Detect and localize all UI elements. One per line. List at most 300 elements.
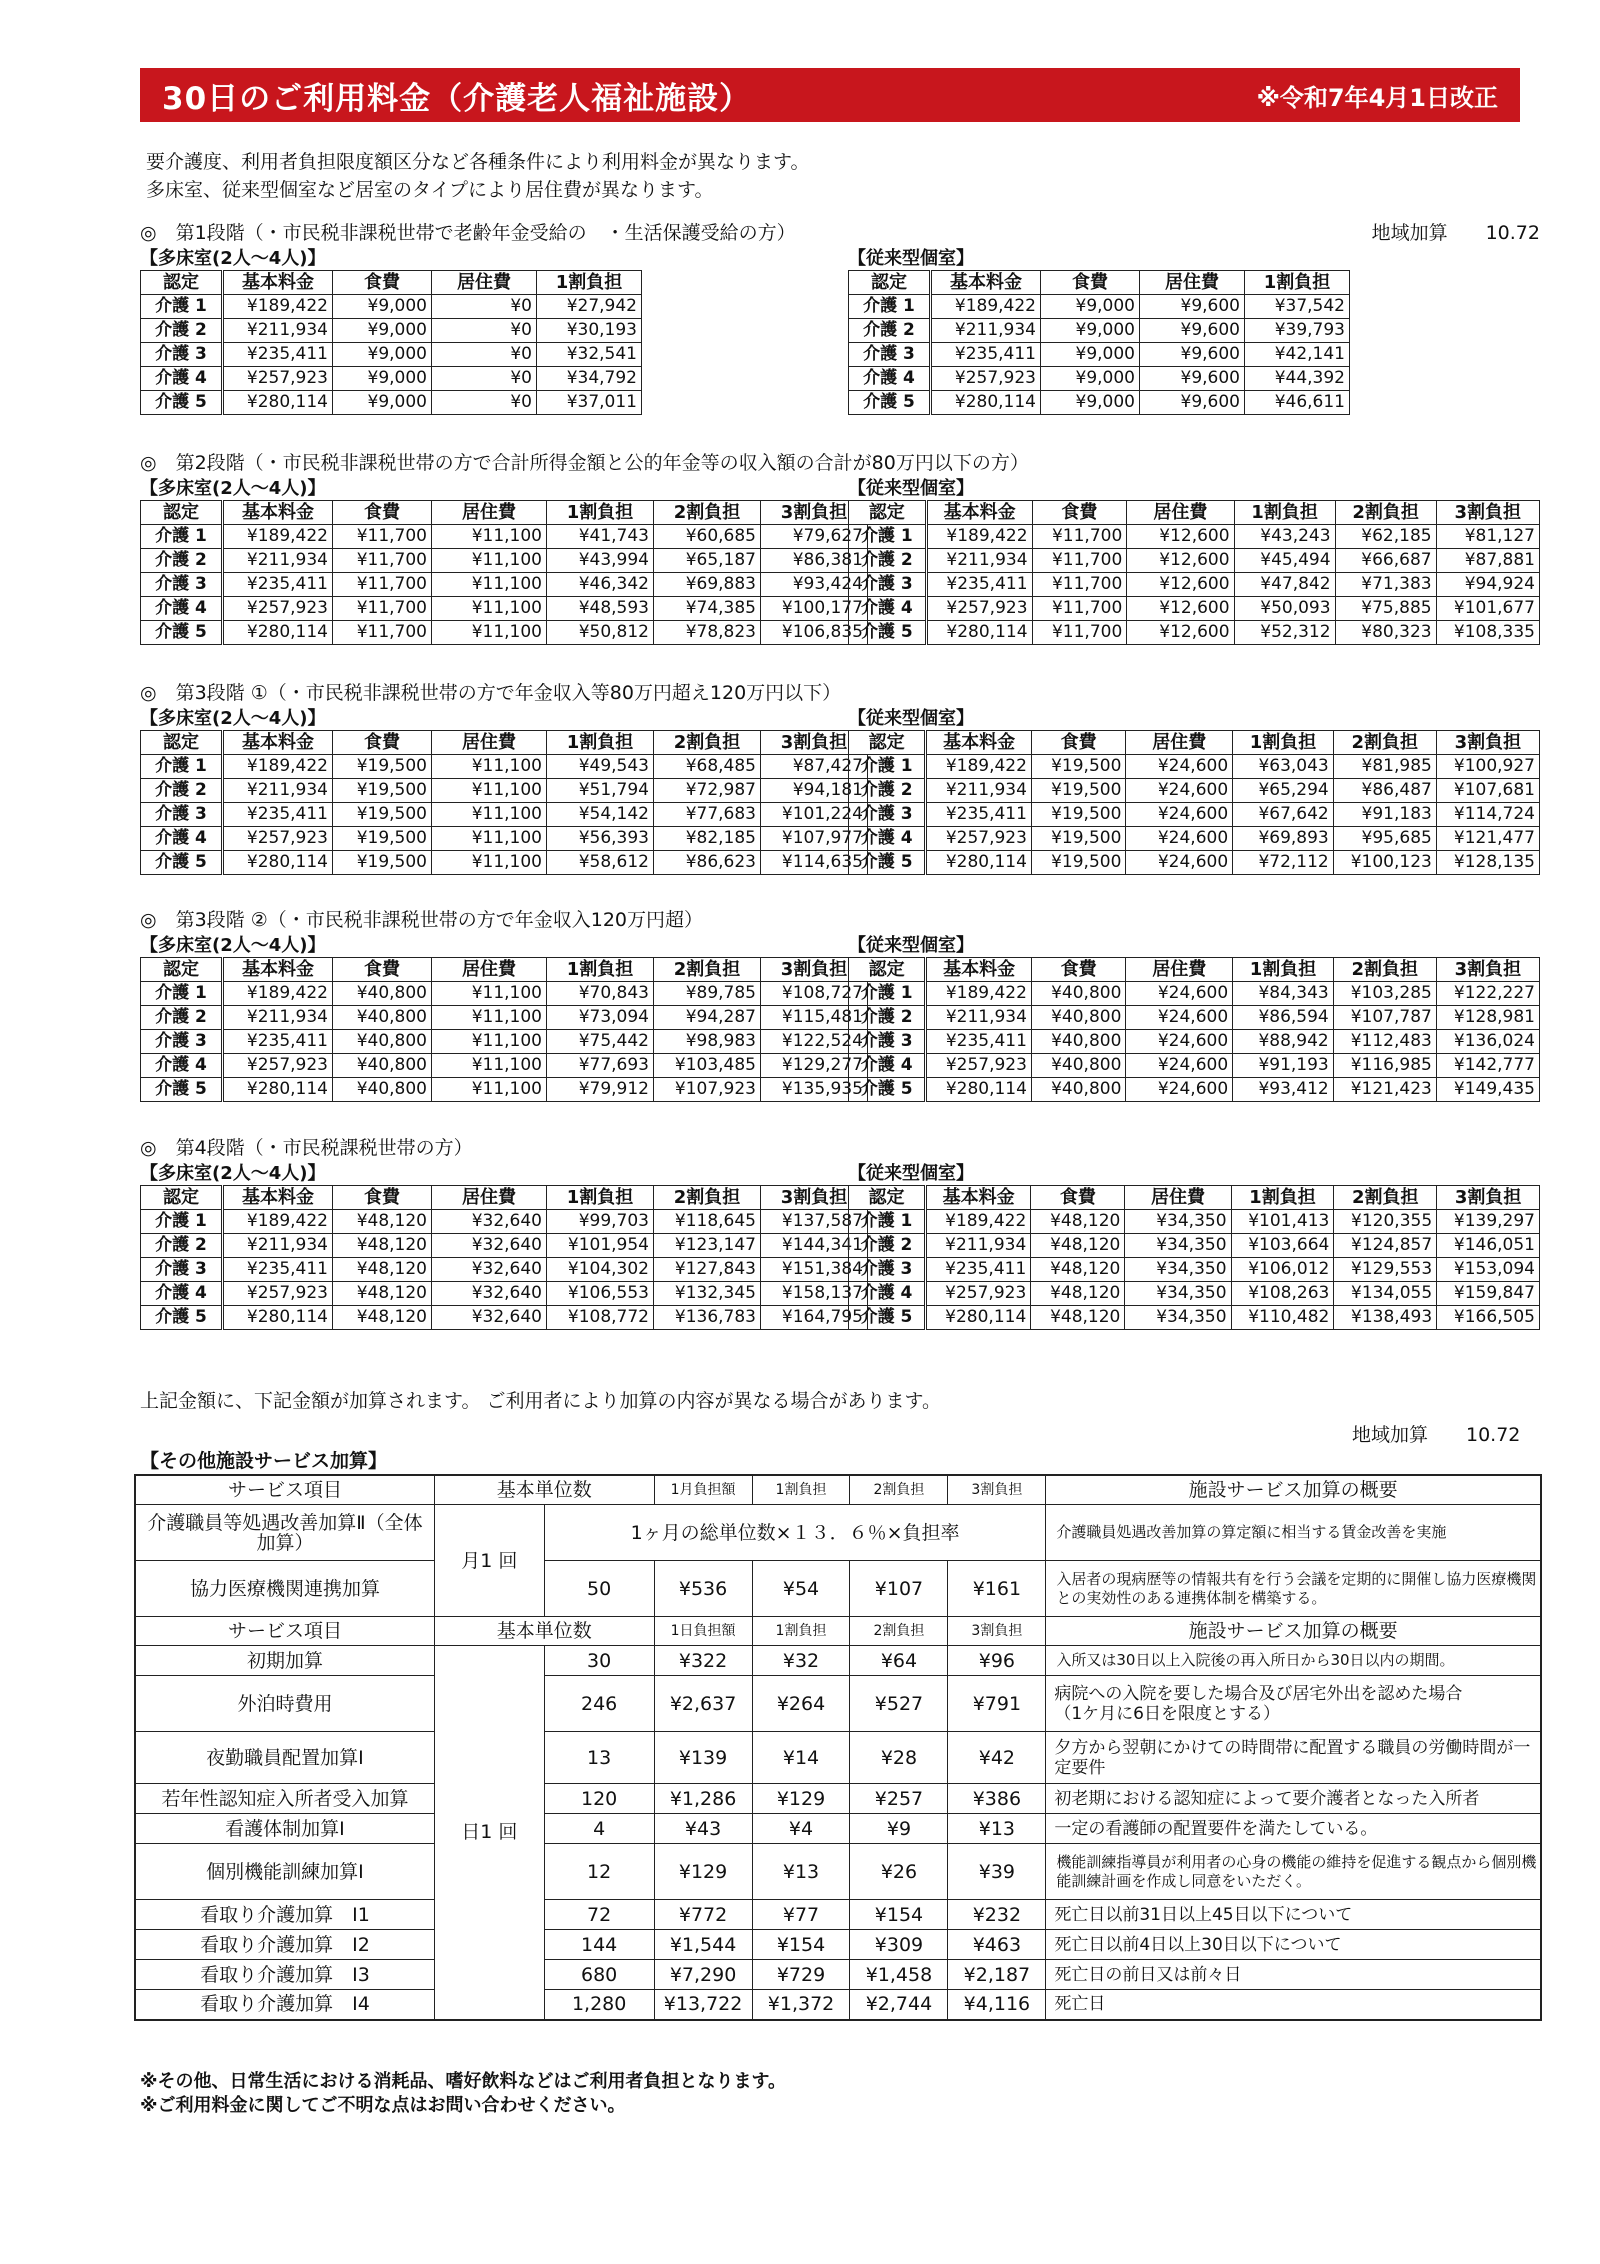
- fee-column-header: 居住費: [1125, 1186, 1231, 1210]
- shared-room-group: [140, 708, 868, 875]
- fee-column-header: 認定: [141, 501, 223, 525]
- care-level: 介護 1: [849, 755, 926, 779]
- copay-2: ¥62,185: [1335, 525, 1436, 549]
- fee-column-header: 居住費: [1127, 501, 1234, 525]
- copay-3: ¥94,924: [1436, 573, 1539, 597]
- food-fee: ¥19,500: [1031, 827, 1125, 851]
- fee-row: [849, 319, 1350, 343]
- copay-2: ¥69,883: [654, 573, 761, 597]
- care-level: 介護 2: [141, 319, 223, 343]
- copay-3: ¥100,927: [1436, 755, 1539, 779]
- base-fee: ¥189,422: [223, 1210, 333, 1234]
- copay-3: ¥144,341: [761, 1234, 868, 1258]
- unit-header: 基本単位数: [434, 1475, 654, 1505]
- copay-2: ¥94,287: [654, 1006, 761, 1030]
- unit-count: 30: [544, 1646, 654, 1676]
- care-level: 介護 1: [141, 1210, 223, 1234]
- copay-1: ¥69,893: [1233, 827, 1334, 851]
- copay-1: ¥45,494: [1234, 549, 1335, 573]
- copay-1: ¥43,243: [1234, 525, 1335, 549]
- fee-column-header: 基本料金: [926, 958, 1032, 982]
- copay-1: ¥110,482: [1231, 1306, 1334, 1330]
- amount: ¥13,722: [654, 1990, 752, 2020]
- stage-tables: [140, 1163, 1540, 1349]
- care-level: 介護 1: [849, 1210, 926, 1234]
- stage-section: [140, 905, 1540, 1121]
- base-fee: ¥235,411: [223, 343, 333, 367]
- amount: ¥13: [752, 1844, 850, 1900]
- fee-column-header: 基本料金: [223, 501, 333, 525]
- fee-row: [141, 779, 868, 803]
- care-level: 介護 4: [141, 827, 223, 851]
- care-level: 介護 1: [141, 755, 223, 779]
- service-summary: 機能訓練指導員が利用者の心身の機能の維持を促進する観点から個別機能訓練計画を作成し同意をいただく。: [1046, 1844, 1541, 1900]
- fee-row: [141, 343, 642, 367]
- amount: ¥729: [752, 1960, 850, 1990]
- care-level: 介護 4: [141, 367, 223, 391]
- fee-row: [849, 367, 1350, 391]
- amount: ¥39: [948, 1844, 1046, 1900]
- copay-1: ¥42,141: [1245, 343, 1350, 367]
- base-fee: ¥189,422: [926, 525, 1032, 549]
- care-level: 介護 4: [849, 367, 931, 391]
- fee-row: [141, 1078, 868, 1102]
- copay-2: ¥82,185: [654, 827, 761, 851]
- page-title: 30日のご利用料金（介護老人福祉施設）: [162, 80, 752, 117]
- fee-header-row: [849, 731, 1540, 755]
- unit-count: 50: [544, 1561, 654, 1617]
- food-fee: ¥9,000: [1041, 343, 1140, 367]
- amount-header: 2割負担: [850, 1475, 948, 1505]
- fee-column-header: 2割負担: [654, 1186, 761, 1210]
- base-fee: ¥235,411: [223, 803, 333, 827]
- copay-3: ¥159,847: [1437, 1282, 1540, 1306]
- copay-1: ¥50,093: [1234, 597, 1335, 621]
- service-summary: 夕方から翌朝にかけての時間帯に配置する職員の労働時間が一定要件: [1046, 1732, 1541, 1784]
- amount: ¥1,286: [654, 1784, 752, 1814]
- service-row: [135, 1784, 1541, 1814]
- fee-header-row: [141, 1186, 868, 1210]
- food-fee: ¥11,700: [333, 525, 432, 549]
- stage-tables: [140, 708, 1540, 894]
- base-fee: ¥235,411: [931, 343, 1041, 367]
- food-fee: ¥19,500: [333, 803, 432, 827]
- food-fee: ¥19,500: [1031, 779, 1125, 803]
- copay-1: ¥34,792: [537, 367, 642, 391]
- housing-fee: ¥24,600: [1126, 1078, 1233, 1102]
- amount: ¥1,458: [850, 1960, 948, 1990]
- copay-3: ¥146,051: [1437, 1234, 1540, 1258]
- base-fee: ¥257,923: [926, 1054, 1032, 1078]
- copay-1: ¥99,703: [547, 1210, 654, 1234]
- copay-2: ¥71,383: [1335, 573, 1436, 597]
- room-type-label: 【多床室(2人～4人)】: [140, 708, 326, 729]
- care-level: 介護 2: [849, 319, 931, 343]
- copay-2: ¥95,685: [1333, 827, 1436, 851]
- fee-column-header: 基本料金: [925, 1186, 1030, 1210]
- care-level: 介護 2: [141, 549, 223, 573]
- unit-header: 基本単位数: [434, 1617, 654, 1646]
- fee-row: [849, 779, 1540, 803]
- copay-1: ¥30,193: [537, 319, 642, 343]
- amount: ¥42: [948, 1732, 1046, 1784]
- fee-row: [849, 803, 1540, 827]
- copay-1: ¥103,664: [1231, 1234, 1334, 1258]
- private-room-group: [848, 478, 1540, 645]
- housing-fee: ¥11,100: [432, 1030, 547, 1054]
- housing-fee: ¥0: [432, 319, 537, 343]
- housing-fee: ¥0: [432, 391, 537, 415]
- food-fee: ¥48,120: [333, 1210, 432, 1234]
- housing-fee: ¥32,640: [432, 1258, 547, 1282]
- fee-row: [849, 851, 1540, 875]
- stage-caption-text: ◎ 第4段階（・市民税課税世帯の方）: [140, 1137, 473, 1159]
- copay-3: ¥100,177: [761, 597, 868, 621]
- fee-column-header: 2割負担: [654, 731, 761, 755]
- care-level: 介護 3: [141, 343, 223, 367]
- service-name: 看護体制加算Ⅰ: [135, 1814, 434, 1844]
- fee-column-header: 3割負担: [1437, 1186, 1540, 1210]
- copay-1: ¥63,043: [1233, 755, 1334, 779]
- fee-row: [849, 1030, 1540, 1054]
- housing-fee: ¥12,600: [1127, 549, 1234, 573]
- copay-2: ¥103,485: [654, 1054, 761, 1078]
- unit-count: 13: [544, 1732, 654, 1784]
- fee-column-header: 認定: [849, 501, 927, 525]
- housing-fee: ¥24,600: [1126, 803, 1233, 827]
- fee-header-row: [141, 958, 868, 982]
- copay-2: ¥65,187: [654, 549, 761, 573]
- copay-1: ¥67,642: [1233, 803, 1334, 827]
- unit-count: 72: [544, 1900, 654, 1930]
- base-fee: ¥211,934: [926, 1006, 1032, 1030]
- copay-2: ¥100,123: [1333, 851, 1436, 875]
- base-fee: ¥257,923: [223, 367, 333, 391]
- base-fee: ¥211,934: [926, 779, 1032, 803]
- unit-count: 120: [544, 1784, 654, 1814]
- service-header-row: [135, 1617, 1541, 1646]
- amount: ¥154: [752, 1930, 850, 1960]
- base-fee: ¥280,114: [926, 851, 1032, 875]
- food-fee: ¥9,000: [1041, 391, 1140, 415]
- copay-2: ¥107,923: [654, 1078, 761, 1102]
- fee-row: [849, 1306, 1540, 1330]
- room-type-label: 【従来型個室】: [848, 248, 974, 269]
- copay-2: ¥116,985: [1333, 1054, 1436, 1078]
- copay-2: ¥103,285: [1333, 982, 1436, 1006]
- housing-fee: ¥34,350: [1125, 1234, 1231, 1258]
- base-fee: ¥280,114: [925, 1306, 1030, 1330]
- housing-fee: ¥11,100: [432, 549, 547, 573]
- fee-row: [141, 549, 868, 573]
- fee-column-header: 2割負担: [1335, 501, 1436, 525]
- food-fee: ¥9,000: [1041, 295, 1140, 319]
- care-level: 介護 5: [141, 391, 223, 415]
- fee-row: [849, 295, 1350, 319]
- amount: ¥772: [654, 1900, 752, 1930]
- copay-2: ¥80,323: [1335, 621, 1436, 645]
- care-level: 介護 5: [849, 851, 926, 875]
- food-fee: ¥48,120: [333, 1306, 432, 1330]
- housing-fee: ¥24,600: [1126, 1054, 1233, 1078]
- private-room-group: [848, 1163, 1540, 1330]
- care-level: 介護 5: [849, 1078, 926, 1102]
- service-summary: 死亡日以前31日以上45日以下について: [1046, 1900, 1541, 1930]
- copay-3: ¥164,795: [761, 1306, 868, 1330]
- fee-column-header: 居住費: [1126, 958, 1233, 982]
- copay-1: ¥47,842: [1234, 573, 1335, 597]
- base-fee: ¥211,934: [926, 549, 1032, 573]
- base-fee: ¥211,934: [931, 319, 1041, 343]
- title-banner: [140, 68, 1520, 122]
- housing-fee: ¥11,100: [432, 851, 547, 875]
- service-name: 個別機能訓練加算Ⅰ: [135, 1844, 434, 1900]
- copay-3: ¥139,297: [1437, 1210, 1540, 1234]
- copay-1: ¥108,263: [1231, 1282, 1334, 1306]
- fee-column-header: 食費: [1031, 1186, 1125, 1210]
- fee-row: [141, 1030, 868, 1054]
- housing-fee: ¥24,600: [1126, 1006, 1233, 1030]
- copay-3: ¥128,981: [1436, 1006, 1539, 1030]
- food-fee: ¥19,500: [333, 827, 432, 851]
- housing-fee: ¥11,100: [432, 827, 547, 851]
- copay-3: ¥87,427: [761, 755, 868, 779]
- copay-1: ¥49,543: [547, 755, 654, 779]
- copay-3: ¥114,724: [1436, 803, 1539, 827]
- amount: ¥154: [850, 1900, 948, 1930]
- fee-column-header: 食費: [333, 1186, 432, 1210]
- stage-caption: [140, 1133, 1540, 1163]
- care-level: 介護 3: [849, 573, 927, 597]
- housing-fee: ¥12,600: [1127, 525, 1234, 549]
- service-name: 看取り介護加算 Ⅰ3: [135, 1960, 434, 1990]
- food-fee: ¥48,120: [1031, 1258, 1125, 1282]
- food-fee: ¥48,120: [1031, 1306, 1125, 1330]
- stage-caption: [140, 905, 1540, 935]
- fee-column-header: 基本料金: [926, 501, 1032, 525]
- food-fee: ¥48,120: [333, 1258, 432, 1282]
- amount-header: 2割負担: [850, 1617, 948, 1646]
- copay-3: ¥107,977: [761, 827, 868, 851]
- copay-1: ¥43,994: [547, 549, 654, 573]
- care-level: 介護 2: [849, 549, 927, 573]
- service-name: 初期加算: [135, 1646, 434, 1676]
- service-item-header: サービス項目: [135, 1475, 434, 1505]
- service-name: 介護職員等処遇改善加算Ⅱ（全体加算）: [135, 1505, 434, 1561]
- copay-2: ¥132,345: [654, 1282, 761, 1306]
- fee-row: [141, 1210, 868, 1234]
- fee-column-header: 認定: [849, 271, 931, 295]
- housing-fee: ¥0: [432, 295, 537, 319]
- base-fee: ¥189,422: [925, 1210, 1030, 1234]
- amount: ¥2,744: [850, 1990, 948, 2020]
- fee-column-header: 2割負担: [1333, 731, 1436, 755]
- fee-column-header: 食費: [333, 501, 432, 525]
- food-fee: ¥11,700: [1032, 573, 1127, 597]
- copay-1: ¥37,011: [537, 391, 642, 415]
- service-name: 協力医療機関連携加算: [135, 1561, 434, 1617]
- fee-column-header: 基本料金: [223, 731, 333, 755]
- fee-column-header: 認定: [141, 1186, 223, 1210]
- care-level: 介護 1: [849, 295, 931, 319]
- base-fee: ¥280,114: [223, 1306, 333, 1330]
- copay-1: ¥84,343: [1233, 982, 1334, 1006]
- care-level: 介護 3: [141, 803, 223, 827]
- housing-fee: ¥9,600: [1140, 295, 1245, 319]
- amount: ¥54: [752, 1561, 850, 1617]
- housing-fee: ¥24,600: [1126, 982, 1233, 1006]
- amount: ¥2,187: [948, 1960, 1046, 1990]
- copay-1: ¥50,812: [547, 621, 654, 645]
- food-fee: ¥48,120: [1031, 1210, 1125, 1234]
- fee-column-header: 居住費: [432, 731, 547, 755]
- fee-row: [141, 851, 868, 875]
- amount: ¥129: [752, 1784, 850, 1814]
- amount: ¥32: [752, 1646, 850, 1676]
- fee-row: [849, 1258, 1540, 1282]
- copay-2: ¥60,685: [654, 525, 761, 549]
- fee-header-row: [141, 731, 868, 755]
- care-level: 介護 1: [849, 982, 926, 1006]
- food-fee: ¥9,000: [1041, 367, 1140, 391]
- food-fee: ¥40,800: [1031, 1078, 1125, 1102]
- stage-caption-text: ◎ 第3段階 ①（・市民税非課税世帯の方で年金収入等80万円超え120万円以下）: [140, 682, 842, 704]
- fee-column-header: 1割負担: [1233, 731, 1334, 755]
- fee-row: [141, 755, 868, 779]
- fee-row: [849, 343, 1350, 367]
- room-type-label: 【従来型個室】: [848, 478, 974, 499]
- service-summary: 介護職員処遇改善加算の算定額に相当する賃金改善を実施: [1046, 1505, 1541, 1561]
- fee-header-row: [849, 501, 1540, 525]
- fee-table: [848, 1185, 1540, 1330]
- copay-2: ¥78,823: [654, 621, 761, 645]
- copay-1: ¥46,342: [547, 573, 654, 597]
- copay-3: ¥151,384: [761, 1258, 868, 1282]
- fee-row: [849, 827, 1540, 851]
- copay-1: ¥46,611: [1245, 391, 1350, 415]
- care-level: 介護 2: [849, 1234, 926, 1258]
- copay-2: ¥118,645: [654, 1210, 761, 1234]
- copay-2: ¥123,147: [654, 1234, 761, 1258]
- fee-column-header: 3割負担: [1436, 501, 1539, 525]
- care-level: 介護 5: [849, 1306, 926, 1330]
- fee-row: [849, 1234, 1540, 1258]
- fee-row: [141, 573, 868, 597]
- copay-1: ¥93,412: [1233, 1078, 1334, 1102]
- care-level: 介護 4: [141, 1282, 223, 1306]
- base-fee: ¥189,422: [931, 295, 1041, 319]
- summary-header: 施設サービス加算の概要: [1046, 1475, 1541, 1505]
- copay-1: ¥51,794: [547, 779, 654, 803]
- fee-column-header: 3割負担: [761, 501, 868, 525]
- base-fee: ¥235,411: [223, 573, 333, 597]
- housing-fee: ¥11,100: [432, 1078, 547, 1102]
- fee-row: [141, 621, 868, 645]
- copay-2: ¥66,687: [1335, 549, 1436, 573]
- fee-column-header: 認定: [849, 1186, 926, 1210]
- fee-column-header: 1割負担: [547, 501, 654, 525]
- copay-1: ¥48,593: [547, 597, 654, 621]
- region-factor: 地域加算 10.72: [1371, 222, 1540, 244]
- housing-fee: ¥11,100: [432, 803, 547, 827]
- care-level: 介護 2: [141, 1234, 223, 1258]
- food-fee: ¥40,800: [333, 1054, 432, 1078]
- fee-table: [848, 270, 1350, 415]
- amount: ¥161: [948, 1561, 1046, 1617]
- food-fee: ¥11,700: [333, 573, 432, 597]
- base-fee: ¥211,934: [223, 319, 333, 343]
- fee-row: [849, 1054, 1540, 1078]
- service-name: 若年性認知症入所者受入加算: [135, 1784, 434, 1814]
- copay-2: ¥68,485: [654, 755, 761, 779]
- housing-fee: ¥34,350: [1125, 1306, 1231, 1330]
- fee-row: [849, 755, 1540, 779]
- care-level: 介護 2: [141, 1006, 223, 1030]
- fee-column-header: 食費: [1032, 501, 1127, 525]
- summary-header: 施設サービス加算の概要: [1046, 1617, 1541, 1646]
- housing-fee: ¥24,600: [1126, 851, 1233, 875]
- base-fee: ¥257,923: [926, 597, 1032, 621]
- food-fee: ¥9,000: [333, 367, 432, 391]
- stage-caption-text: ◎ 第2段階（・市民税非課税世帯の方で合計所得金額と公的年金等の収入額の合計が80万円以下の方）: [140, 452, 1029, 474]
- care-level: 介護 3: [141, 1258, 223, 1282]
- copay-3: ¥142,777: [1436, 1054, 1539, 1078]
- amount: ¥309: [850, 1930, 948, 1960]
- fee-row: [141, 1234, 868, 1258]
- service-row: [135, 1930, 1541, 1960]
- copay-3: ¥122,524: [761, 1030, 868, 1054]
- fee-column-header: 3割負担: [761, 731, 868, 755]
- base-fee: ¥257,923: [223, 597, 333, 621]
- housing-fee: ¥9,600: [1140, 367, 1245, 391]
- care-level: 介護 4: [849, 597, 927, 621]
- fee-table: [848, 957, 1540, 1102]
- copay-1: ¥86,594: [1233, 1006, 1334, 1030]
- housing-fee: ¥9,600: [1140, 319, 1245, 343]
- amount: ¥9: [850, 1814, 948, 1844]
- food-fee: ¥40,800: [333, 1078, 432, 1102]
- service-row: [135, 1814, 1541, 1844]
- fee-row: [141, 1054, 868, 1078]
- fee-row: [849, 1210, 1540, 1234]
- fee-header-row: [849, 271, 1350, 295]
- service-name: 外泊時費用: [135, 1676, 434, 1732]
- fee-column-header: 基本料金: [223, 958, 333, 982]
- housing-fee: ¥32,640: [432, 1282, 547, 1306]
- fee-column-header: 居住費: [432, 501, 547, 525]
- care-level: 介護 1: [141, 982, 223, 1006]
- amount: ¥257: [850, 1784, 948, 1814]
- food-fee: ¥40,800: [333, 1030, 432, 1054]
- service-addition-table: [134, 1474, 1542, 2021]
- fee-column-header: 2割負担: [654, 501, 761, 525]
- base-fee: ¥280,114: [223, 391, 333, 415]
- fee-table: [140, 1185, 868, 1330]
- amount: ¥232: [948, 1900, 1046, 1930]
- fee-column-header: 基本料金: [931, 271, 1041, 295]
- base-fee: ¥189,422: [223, 982, 333, 1006]
- care-level: 介護 3: [849, 1258, 926, 1282]
- service-row: [135, 1990, 1541, 2020]
- copay-2: ¥129,553: [1334, 1258, 1437, 1282]
- fee-table: [140, 957, 868, 1102]
- housing-fee: ¥12,600: [1127, 621, 1234, 645]
- care-level: 介護 2: [849, 1006, 926, 1030]
- housing-fee: ¥11,100: [432, 982, 547, 1006]
- footer-note: ※その他、日常生活における消耗品、嗜好飲料などはご利用者負担となります。: [140, 2071, 787, 2092]
- private-room-group: [848, 708, 1540, 875]
- copay-2: ¥91,183: [1333, 803, 1436, 827]
